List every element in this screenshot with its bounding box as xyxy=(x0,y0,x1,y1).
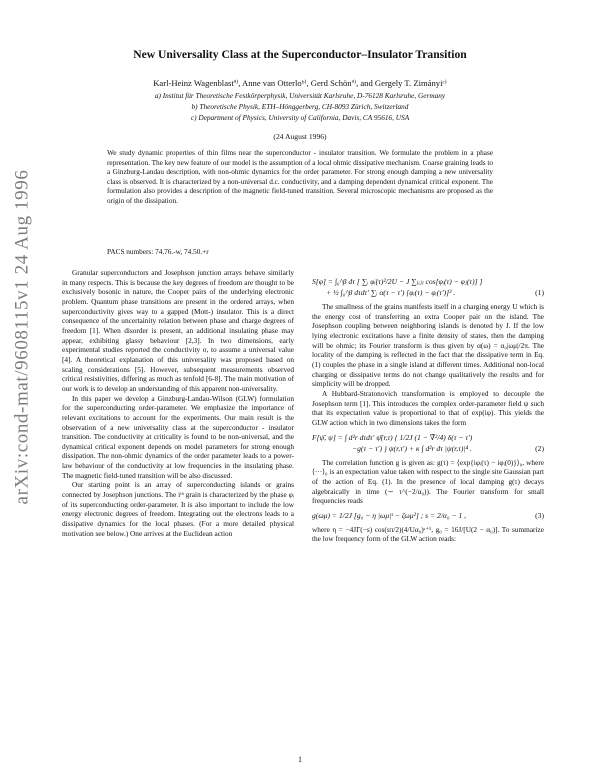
paper-title: New Universality Class at the Superconductor–Insulator Transition xyxy=(133,48,467,61)
equation-2 xyxy=(312,432,544,454)
equation-1-line-2: + ½ ∫₀^β dτdτ′ ∑ᵢ α(τ − τ′) [φᵢ(τ) − φᵢ(τ′)]² . xyxy=(326,288,456,297)
equation-1-number: (1) xyxy=(535,288,544,297)
equation-1-line-1: S[φ] = ∫₀^β dτ [ ∑ᵢ φ̇ᵢ(τ)²/2U − J ∑₍ᵢⱼ₎ cos[φᵢ(τ) − φⱼ(τ)] ] xyxy=(312,277,483,286)
page-number: 1 xyxy=(298,755,302,764)
paragraph-hubbard-stratonovich: A Hubbard-Stratonovich transformation is employed to decouple the Josephson term [1]. This introduces the complex order-parameter field ψ such that its expectation value is proportional to that of exp(iφ). This yields the GLW action which in two dimensions takes the form xyxy=(312,388,544,427)
paragraph-starting-point: Our starting point is an array of superconducting islands or grains connected by Josephson junctions. The iᵗʰ grain is characterized by the phase φᵢ of its superconducting order-parameter. It is also important to include the low energy electronic degrees of freedom. Integrating out the electrons leads to a dissipative dynamics for the local phases. (For a more detailed physical motivation see below.) One arrives at the Euclidean action xyxy=(62,480,294,538)
paragraph-where-eta: where η = −4JΓ(−s) cos(sπ/2)(4/Uα₀)ˢ⁺¹, g₀ = 16J/[U(2 − α₀)]. To summarize the low frequency form of the GLW action reads: xyxy=(312,524,544,544)
equation-2-line-2: −g(τ − τ′) } ψ(r,τ′) + κ ∫ d²r dτ |ψ(r,τ)|⁴ . xyxy=(352,443,472,453)
left-column xyxy=(62,268,294,538)
paragraph-intro: Granular superconductors and Josephson junction arrays behave similarly in many respects. This is because the key degrees of freedom are thought to be exclusively bosonic in nature, the Cooper pairs of the underlying electronic problem. Quantum phase transitions are present in the ordered arrays, when superconductivity gives way to a gapped (Mott-) insulator. This is a direct consequence of the uncertainity relation between phase and charge degrees of freedom [1]. When disorder is present, an additional insulating phase may appear, exhibiting glassy behaviour [2,3]. In two dimensions, early experimental studies reported the conductivity σ, to assume a universal value [4]. A theoretical explanation of this universality was proposed based on scaling considerations [5]. However, subsequent measurements observed critical resistivities, differing as much as tenfold [6-8]. The main motivation of our work is to develop an understanding of this apparent non-universality. xyxy=(62,268,294,393)
author-list: Karl-Heinz Wagenblastª⁾, Anne van Otterloᵇ⁾, Gerd Schönª⁾, and Gergely T. Zimányiᶜ⁾ xyxy=(153,78,447,88)
right-column xyxy=(312,272,544,544)
equation-3 xyxy=(312,510,544,521)
equation-3-line: g(ωμ) = 1/2J [g₀ − η |ωμ|ˢ − ζωμ²] ; s = 2/α₀ − 1 , xyxy=(312,510,467,520)
paper-date: (24 August 1996) xyxy=(273,132,327,141)
arxiv-id-text: arXiv:cond-mat/9608115v1 24 Aug 1996 xyxy=(11,169,33,505)
equation-1 xyxy=(312,276,544,298)
equation-2-line-1: F[ψ̄, ψ] = ∫ d²r dτdτ′ ψ̄(r,τ) { 1/2J (1 − ∇̃²/4) δ(τ − τ′) xyxy=(312,432,473,442)
pacs-numbers: PACS numbers: 74.76.-w, 74.50.+r xyxy=(107,248,209,256)
arxiv-identifier-sidebar xyxy=(8,169,36,505)
equation-2-number: (2) xyxy=(535,443,544,453)
abstract: We study dynamic properties of thin films near the superconductor - insulator transition. We formulate the problem in a phase representation. The key new feature of our model is the assumption of a local ohmic dissipative mechanism. Coarse graining leads to a Ginzburg-Landau description, with non-ohmic dynamics for the order parameter. For strong enough damping a new universality class is observed. It is characterized by a non-universal d.c. conductivity, and a damping dependent dynamical critical exponent. The formulation also provides a description of the magnetic field-tuned transition. Several microscopic mechanisms are proposed as the origin of the dissipation. xyxy=(107,149,493,205)
affiliation-b: b) Theoretische Physik, ETH–Hönggerberg, CH-8093 Zürich, Switzerland xyxy=(191,102,409,111)
paragraph-charging-energy: The smallness of the grains manifests itself in a charging energy U which is the energy cost of transferring an extra Cooper pair on the island. The Josephson coupling between neighboring islands is denoted by J. If the low lying electronic excitations have a finite density of states, then the damping will be ohmic; its Fourier transform is thus given by α(ω) = α₀|ωμ|/2π. The locality of the damping is reflected in the fact that the dissipative term in Eq. (1) couples the phase in a single island at different times. Additional non-local charging or dissipative terms do not change qualitatively the results and for simplicity will be dropped. xyxy=(312,302,544,389)
paragraph-correlation-function: The correlation function g is given as: g(τ) = ⟨exp{iφᵢ(τ) − iφᵢ(0)}⟩₀, where ⟨···⟩₀ is an expectation value taken with respect to the single site Gaussian part of the action of Eq. (1). In the presence of local damping g(τ) decays algebraically in time (∼ τ^(−2/α₀)). The Fourier transform for small frequencies reads xyxy=(312,457,544,506)
affiliation-c: c) Department of Physics, University of California, Davis, CA 95616, USA xyxy=(190,113,410,122)
paragraph-glw-formulation: In this paper we develop a Ginzburg-Landau-Wilson (GLW) formulation for the superconducting order-parameter. We emphasize the importance of relevant excitations to account for the experiments. Our main result is the observation of a new universality class at the superconductor - insulator transition. The conductivity at criticality is found to be non-universal, and the dynamical critical exponent depends on model parameters for strong enough dissipation. The non-ohmic dynamics of the order parameter leads to a power-law behaviour of the conductivity at low frequencies in the insulating phase. The magnetic field-tuned transition will be also discussed. xyxy=(62,393,294,480)
equation-3-number: (3) xyxy=(535,510,544,520)
affiliation-a: a) Institut für Theoretische Festkörperphysik, Universität Karlsruhe, D-76128 Karlsruhe, Germany xyxy=(154,91,446,100)
